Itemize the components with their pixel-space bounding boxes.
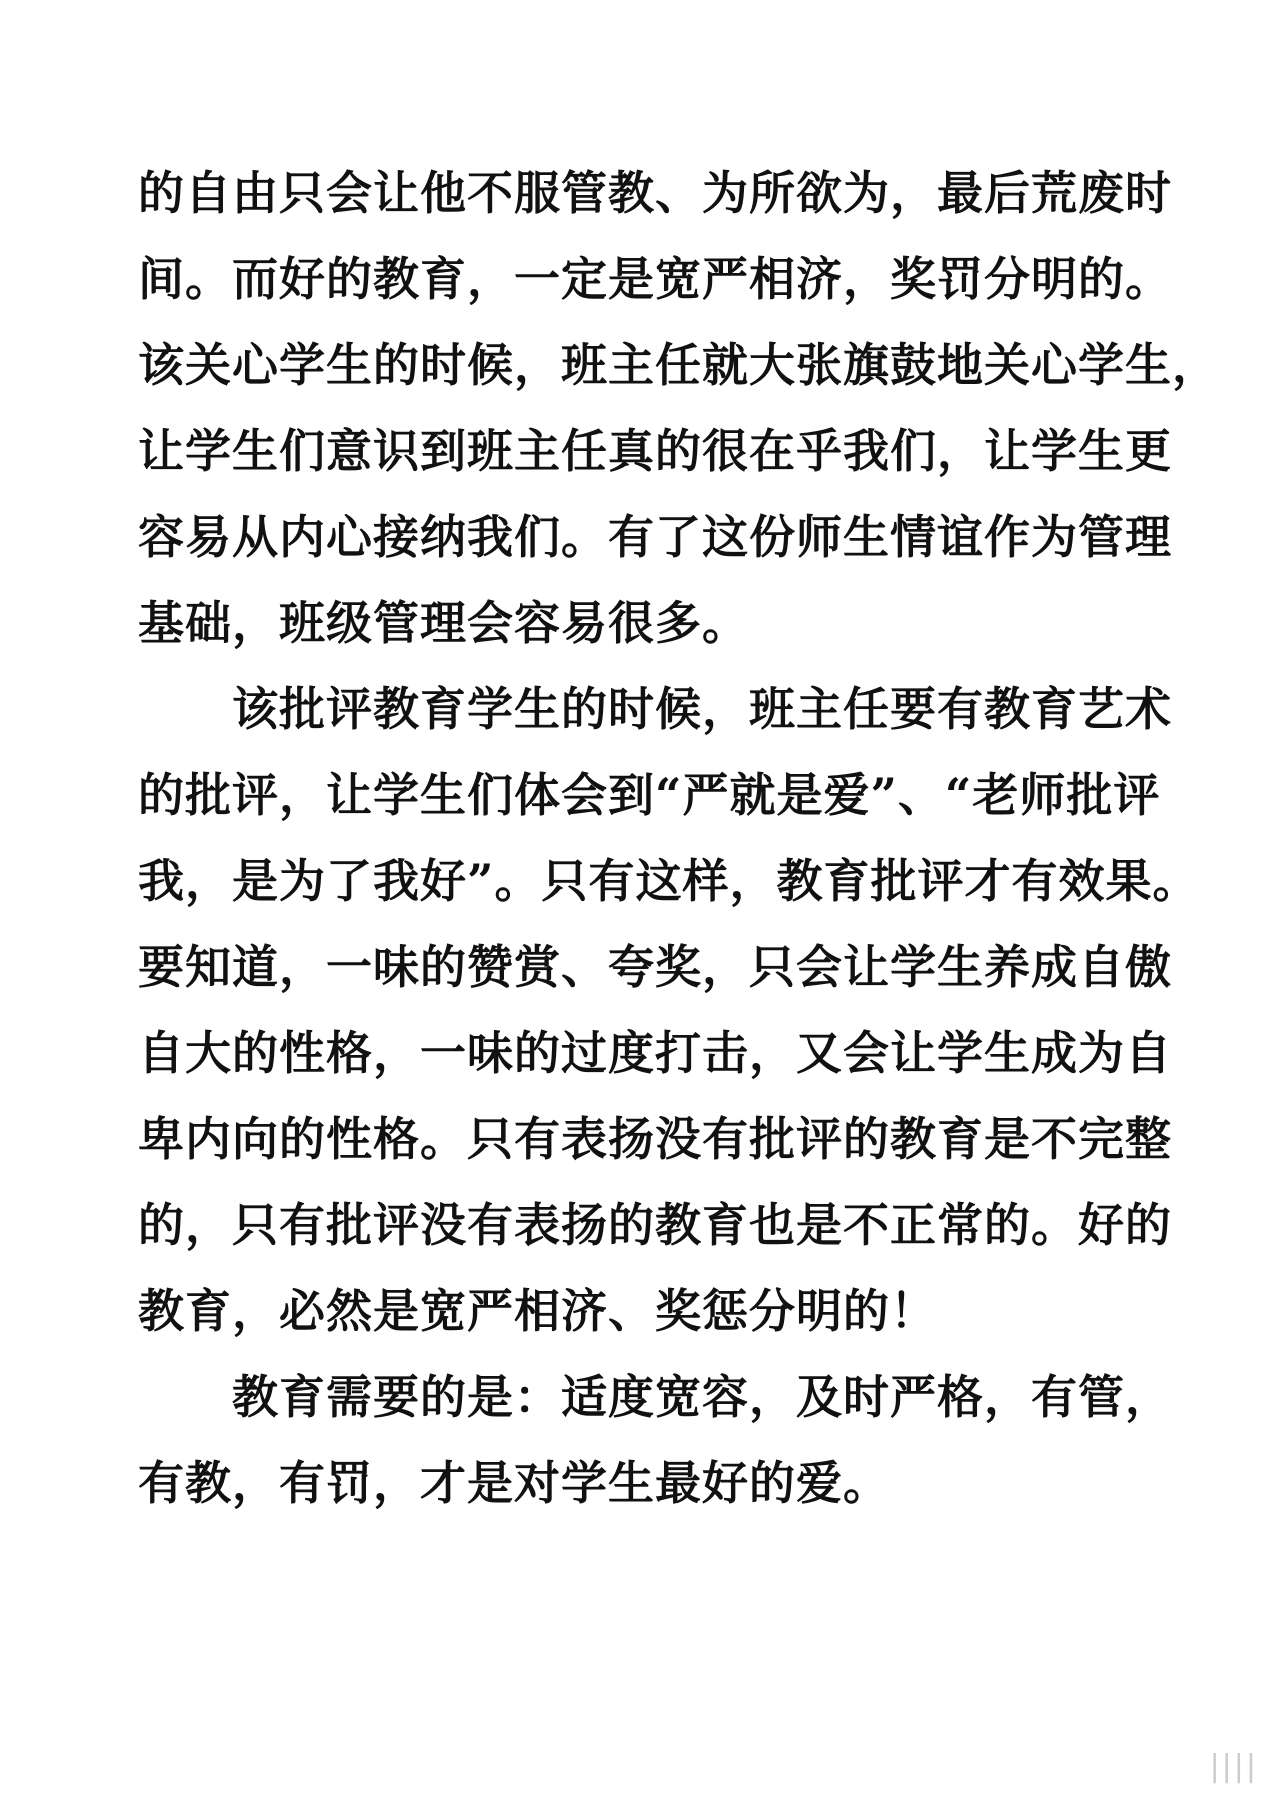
text-line: 卑内向的性格。只有表扬没有批评的教育是不完整 (138, 1112, 1172, 1166)
text-line: 基础，班级管理会容易很多。 (138, 596, 749, 650)
text-line: 间。而好的教育，一定是宽严相济，奖罚分明的。 (138, 252, 1172, 306)
text-line: 的，只有批评没有表扬的教育也是不正常的。好的 (138, 1198, 1172, 1252)
text-line: 有教，有罚，才是对学生最好的爱。 (138, 1456, 890, 1510)
text-line: 的自由只会让他不服管教、为所欲为，最后荒废时 (138, 166, 1172, 220)
text-line: 我，是为了我好”。只有这样，教育批评才有效果。 (138, 854, 1200, 908)
paragraph-start-line: 教育需要的是：适度宽容，及时严格，有管， (232, 1370, 1172, 1424)
text-line: 让学生们意识到班主任真的很在乎我们，让学生更 (138, 424, 1172, 478)
text-line: 教育，必然是宽严相济、奖惩分明的！ (138, 1284, 937, 1338)
body-text (138, 150, 1219, 1526)
text-line: 该关心学生的时候，班主任就大张旗鼓地关心学生， (138, 338, 1219, 392)
paragraph-start-line: 该批评教育学生的时候，班主任要有教育艺术 (232, 682, 1172, 736)
text-line: 容易从内心接纳我们。有了这份师生情谊作为管理 (138, 510, 1172, 564)
watermark: |||| (1209, 1749, 1258, 1784)
text-line: 自大的性格，一味的过度打击，又会让学生成为自 (138, 1026, 1172, 1080)
text-line: 的批评，让学生们体会到“严就是爱”、“老师批评 (138, 768, 1161, 822)
text-line: 要知道，一味的赞赏、夸奖，只会让学生养成自傲 (138, 940, 1172, 994)
